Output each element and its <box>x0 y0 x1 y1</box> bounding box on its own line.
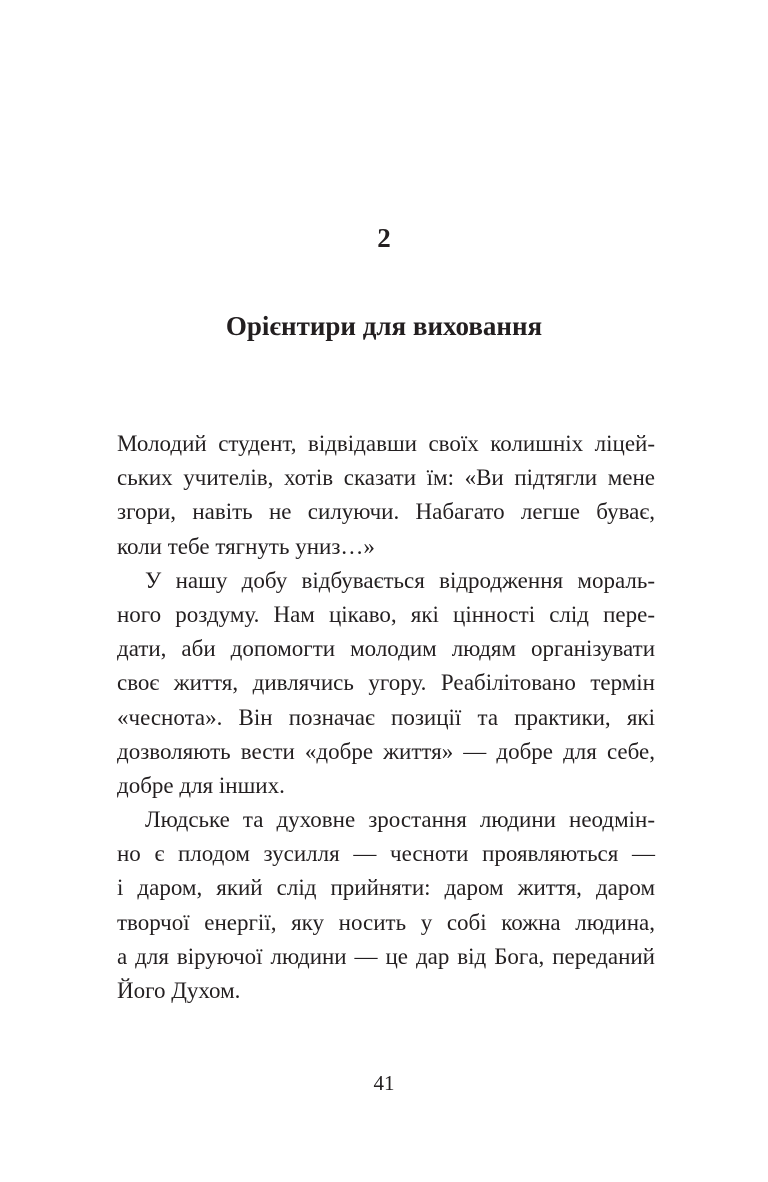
text-line: добре для інших. <box>117 772 285 798</box>
text-line: но є плодом зусилля — чесноти проявляються — <box>117 841 655 867</box>
paragraph-1 <box>117 427 655 564</box>
text-line: дати, аби допомогти молодим людям організувати <box>117 636 655 662</box>
body-text <box>117 427 655 1008</box>
text-line: згори, навіть не силуючи. Набагато легше буває, <box>117 499 655 525</box>
text-line: коли тебе тягнуть униз…» <box>117 533 375 559</box>
text-line: своє життя, дивлячись угору. Реабілітовано термін <box>117 670 655 696</box>
text-line: творчої енергії, яку носить у собі кожна людина, <box>117 909 655 935</box>
paragraph-3 <box>117 803 655 1008</box>
text-line: Його Духом. <box>117 978 241 1003</box>
text-line: Молодий студент, відвідавши своїх колишніх ліцей- <box>117 431 655 456</box>
text-line: і даром, який слід прийняти: даром життя, даром <box>117 875 655 901</box>
text-line: Людське та духовне зростання людини неодмін- <box>145 807 655 833</box>
text-line: а для віруючої людини — це дар від Бога, переданий <box>117 943 655 969</box>
text-line: ного роздуму. Нам цікаво, які цінності слід пере- <box>117 601 655 627</box>
chapter-title: Орієнтири для виховання <box>225 311 543 341</box>
chapter-number: 2 <box>377 223 391 253</box>
paragraph-2 <box>117 564 655 803</box>
text-line: ських учителів, хотів сказати їм: «Ви підтягли мене <box>117 465 655 491</box>
page-number: 41 <box>373 1071 395 1095</box>
text-line: У нашу добу відбувається відродження мораль- <box>145 567 655 593</box>
text-line: дозволяють вести «добре життя» — добре для себе, <box>117 738 655 764</box>
text-line: «чеснота». Він позначає позиції та практики, які <box>117 704 655 730</box>
